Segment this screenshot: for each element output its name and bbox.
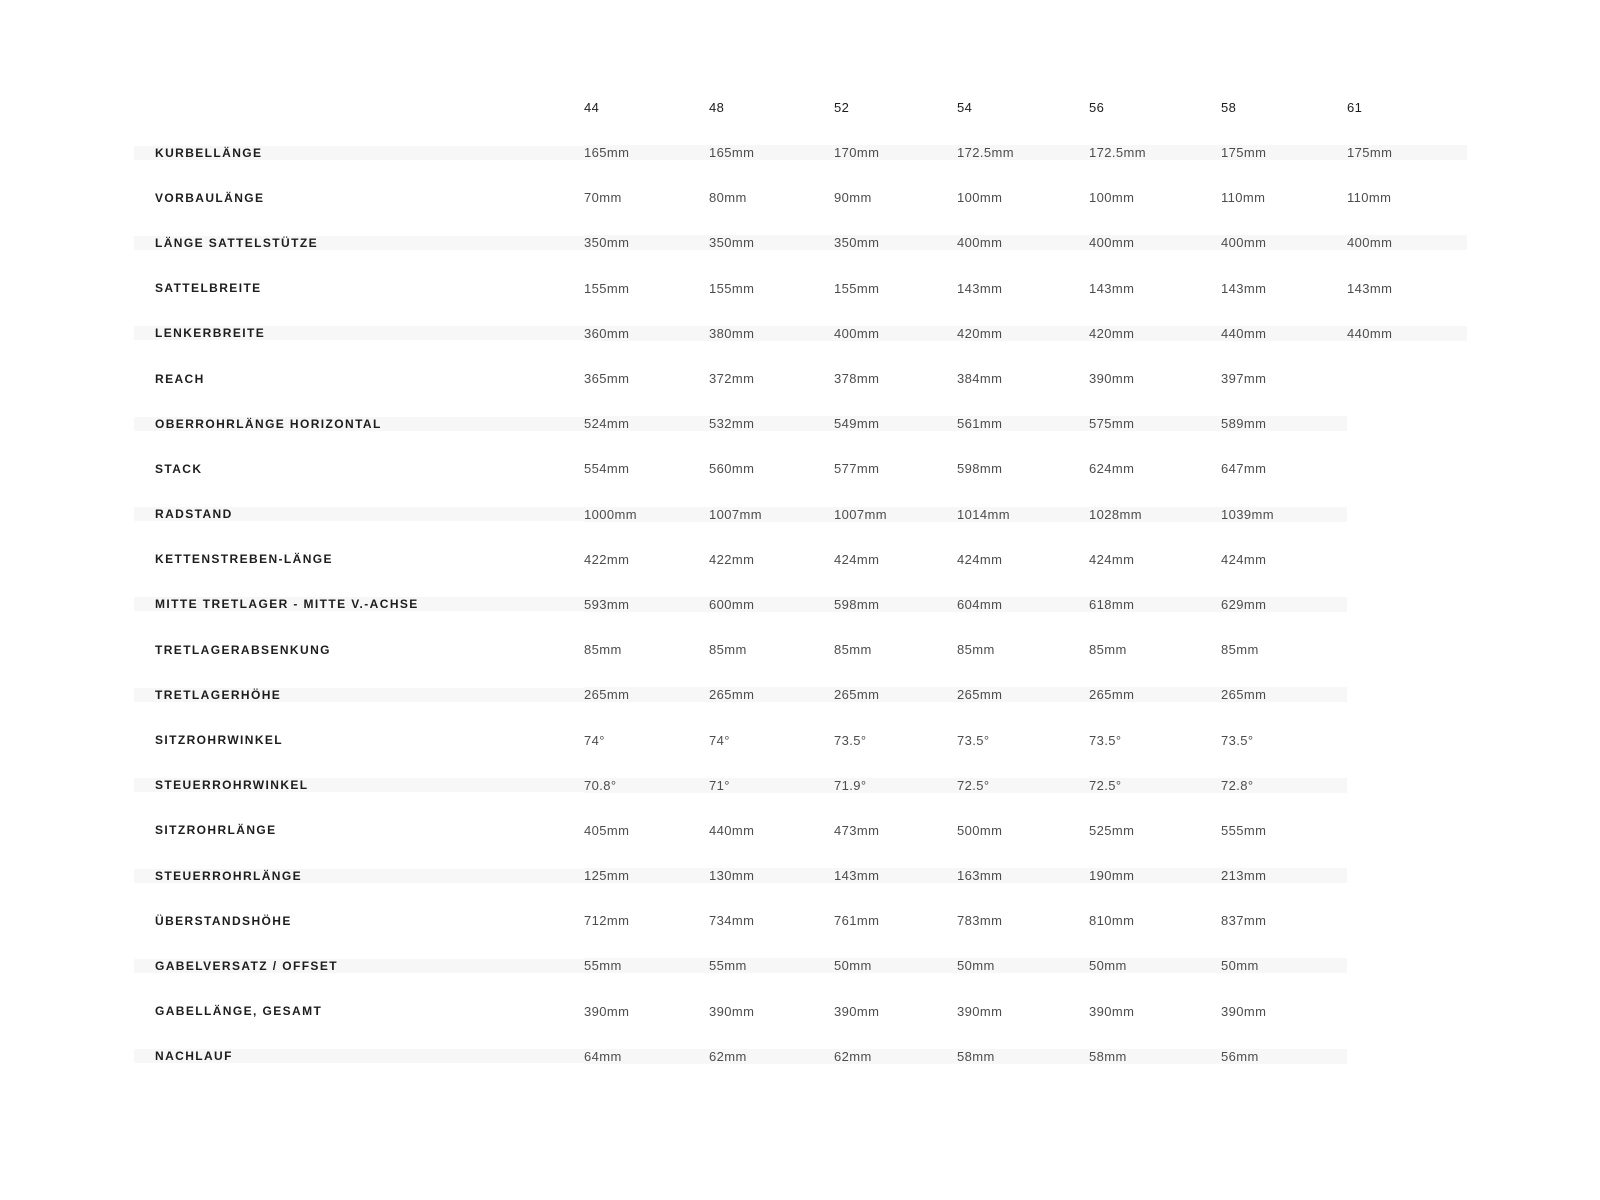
table-body	[134, 130, 1467, 1079]
value-cell-52: 50mm	[834, 958, 957, 973]
value-cell-52: 473mm	[834, 822, 880, 838]
value-cell-52: 73.5°	[834, 732, 867, 748]
table-row	[134, 311, 1467, 356]
value-cell-44: 55mm	[584, 958, 709, 973]
value-cell-54: 598mm	[957, 461, 1003, 477]
value-cell-44: 85mm	[584, 642, 622, 658]
value-cell-58: 73.5°	[1221, 732, 1254, 748]
row-label: RADSTAND	[134, 507, 584, 521]
value-cell-44: 422mm	[584, 551, 630, 567]
row-label: SATTELBREITE	[155, 281, 262, 296]
value-cell-58: 629mm	[1221, 597, 1347, 612]
value-cell-52: 155mm	[834, 280, 880, 296]
value-cell-48: 390mm	[709, 1003, 755, 1019]
value-cell-54: 561mm	[957, 416, 1089, 431]
row-label: STEUERROHRWINKEL	[134, 778, 584, 792]
column-header-size-58: 58	[1221, 100, 1237, 115]
value-cell-52: 577mm	[834, 461, 880, 477]
row-label: NACHLAUF	[134, 1049, 584, 1063]
value-cell-58: 397mm	[1221, 371, 1267, 387]
value-cell-48: 155mm	[709, 280, 755, 296]
row-label: KETTENSTREBEN-LÄNGE	[155, 552, 333, 567]
value-cell-48: 380mm	[709, 326, 834, 341]
table-row	[134, 582, 1467, 627]
value-cell-44: 64mm	[584, 1049, 709, 1064]
value-cell-52: 761mm	[834, 913, 880, 929]
value-cell-58: 390mm	[1221, 1003, 1267, 1019]
value-cell-54: 783mm	[957, 913, 1003, 929]
table-row	[134, 853, 1467, 898]
value-cell-54: 163mm	[957, 868, 1089, 883]
value-cell-58: 213mm	[1221, 868, 1347, 883]
value-cell-44: 165mm	[584, 145, 709, 160]
row-label: VORBAULÄNGE	[155, 190, 265, 205]
value-cell-54: 424mm	[957, 551, 1003, 567]
value-cell-56: 143mm	[1089, 280, 1135, 296]
row-label: TRETLAGERHÖHE	[134, 688, 584, 702]
value-cell-48: 734mm	[709, 913, 755, 929]
value-cell-54: 604mm	[957, 597, 1089, 612]
table-row	[134, 627, 1467, 672]
value-cell-61: 175mm	[1347, 145, 1467, 160]
value-cell-48: 130mm	[709, 868, 834, 883]
row-label: TRETLAGERABSENKUNG	[155, 642, 331, 657]
value-cell-52: 598mm	[834, 597, 957, 612]
value-cell-52: 143mm	[834, 868, 957, 883]
value-cell-56: 400mm	[1089, 235, 1221, 250]
column-header-size-44: 44	[584, 100, 600, 115]
value-cell-48: 532mm	[709, 416, 834, 431]
value-cell-48: 80mm	[709, 190, 747, 206]
value-cell-56: 624mm	[1089, 461, 1135, 477]
value-cell-44: 365mm	[584, 371, 630, 387]
value-cell-58: 589mm	[1221, 416, 1347, 431]
value-cell-54: 50mm	[957, 958, 1089, 973]
table-row	[134, 130, 1467, 175]
row-label: MITTE TRETLAGER - MITTE V.-ACHSE	[134, 597, 584, 611]
row-label: REACH	[155, 371, 205, 386]
value-cell-48: 55mm	[709, 958, 834, 973]
value-cell-58: 400mm	[1221, 235, 1347, 250]
value-cell-54: 172.5mm	[957, 145, 1089, 160]
row-label: GABELLÄNGE, GESAMT	[155, 1004, 323, 1019]
value-cell-56: 73.5°	[1089, 732, 1122, 748]
value-cell-52: 1007mm	[834, 507, 957, 522]
table-row	[134, 356, 1467, 401]
value-cell-58: 647mm	[1221, 461, 1267, 477]
column-header-size-54: 54	[957, 100, 973, 115]
table-row	[134, 175, 1467, 220]
value-cell-58: 56mm	[1221, 1049, 1347, 1064]
column-header-size-61: 61	[1347, 100, 1363, 115]
table-row	[134, 1034, 1467, 1079]
table-row	[134, 492, 1467, 537]
value-cell-52: 549mm	[834, 416, 957, 431]
value-cell-52: 170mm	[834, 145, 957, 160]
value-cell-58: 1039mm	[1221, 507, 1347, 522]
value-cell-58: 265mm	[1221, 687, 1347, 702]
table-row	[134, 266, 1467, 311]
value-cell-48: 71°	[709, 778, 834, 793]
column-header-size-56: 56	[1089, 100, 1105, 115]
table-row	[134, 808, 1467, 853]
value-cell-61: 440mm	[1347, 326, 1467, 341]
row-label: SITZROHRLÄNGE	[155, 823, 277, 838]
table-row	[134, 537, 1467, 582]
value-cell-56: 72.5°	[1089, 778, 1221, 793]
value-cell-48: 560mm	[709, 461, 755, 477]
value-cell-48: 422mm	[709, 551, 755, 567]
value-cell-44: 405mm	[584, 822, 630, 838]
value-cell-54: 72.5°	[957, 778, 1089, 793]
value-cell-56: 58mm	[1089, 1049, 1221, 1064]
value-cell-56: 265mm	[1089, 687, 1221, 702]
value-cell-58: 837mm	[1221, 913, 1267, 929]
value-cell-61: 110mm	[1347, 190, 1392, 206]
table-header-row	[134, 85, 1467, 130]
value-cell-44: 712mm	[584, 913, 630, 929]
value-cell-56: 390mm	[1089, 1003, 1135, 1019]
value-cell-54: 500mm	[957, 822, 1003, 838]
value-cell-44: 1000mm	[584, 507, 709, 522]
value-cell-44: 265mm	[584, 687, 709, 702]
table-row	[134, 672, 1467, 717]
row-label: KURBELLÄNGE	[134, 146, 584, 160]
table-row	[134, 943, 1467, 988]
value-cell-58: 110mm	[1221, 190, 1266, 206]
column-header-size-48: 48	[709, 100, 725, 115]
value-cell-44: 360mm	[584, 326, 709, 341]
table-row	[134, 446, 1467, 491]
table-row	[134, 989, 1467, 1034]
value-cell-61: 400mm	[1347, 235, 1467, 250]
row-label: LÄNGE SATTELSTÜTZE	[134, 236, 584, 250]
value-cell-48: 1007mm	[709, 507, 834, 522]
value-cell-48: 440mm	[709, 822, 755, 838]
value-cell-54: 85mm	[957, 642, 995, 658]
value-cell-48: 350mm	[709, 235, 834, 250]
value-cell-54: 400mm	[957, 235, 1089, 250]
value-cell-52: 350mm	[834, 235, 957, 250]
row-label: STACK	[155, 461, 203, 476]
value-cell-56: 618mm	[1089, 597, 1221, 612]
value-cell-54: 73.5°	[957, 732, 990, 748]
value-cell-56: 100mm	[1089, 190, 1135, 206]
value-cell-56: 1028mm	[1089, 507, 1221, 522]
geometry-table	[134, 85, 1467, 1079]
value-cell-54: 420mm	[957, 326, 1089, 341]
row-label: GABELVERSATZ / OFFSET	[134, 959, 584, 973]
value-cell-48: 62mm	[709, 1049, 834, 1064]
value-cell-48: 165mm	[709, 145, 834, 160]
value-cell-44: 70.8°	[584, 778, 709, 793]
row-label: SITZROHRWINKEL	[155, 733, 284, 748]
value-cell-52: 265mm	[834, 687, 957, 702]
value-cell-58: 175mm	[1221, 145, 1347, 160]
table-row	[134, 401, 1467, 446]
row-label: STEUERROHRLÄNGE	[134, 869, 584, 883]
value-cell-52: 390mm	[834, 1003, 880, 1019]
value-cell-52: 90mm	[834, 190, 872, 206]
value-cell-44: 125mm	[584, 868, 709, 883]
value-cell-48: 265mm	[709, 687, 834, 702]
value-cell-56: 50mm	[1089, 958, 1221, 973]
value-cell-44: 70mm	[584, 190, 622, 206]
value-cell-54: 58mm	[957, 1049, 1089, 1064]
value-cell-58: 72.8°	[1221, 778, 1347, 793]
value-cell-44: 74°	[584, 732, 605, 748]
value-cell-52: 424mm	[834, 551, 880, 567]
value-cell-54: 265mm	[957, 687, 1089, 702]
table-row	[134, 898, 1467, 943]
value-cell-56: 525mm	[1089, 822, 1135, 838]
value-cell-61: 143mm	[1347, 280, 1393, 296]
value-cell-44: 390mm	[584, 1003, 630, 1019]
value-cell-58: 143mm	[1221, 280, 1267, 296]
value-cell-52: 62mm	[834, 1049, 957, 1064]
value-cell-44: 524mm	[584, 416, 709, 431]
value-cell-48: 74°	[709, 732, 730, 748]
table-row	[134, 763, 1467, 808]
table-row	[134, 220, 1467, 265]
value-cell-56: 390mm	[1089, 371, 1135, 387]
value-cell-54: 384mm	[957, 371, 1003, 387]
value-cell-56: 190mm	[1089, 868, 1221, 883]
row-label: ÜBERSTANDSHÖHE	[155, 913, 292, 928]
table-row	[134, 717, 1467, 762]
value-cell-48: 372mm	[709, 371, 755, 387]
value-cell-44: 350mm	[584, 235, 709, 250]
row-label: LENKERBREITE	[134, 326, 584, 340]
value-cell-56: 172.5mm	[1089, 145, 1221, 160]
column-header-size-52: 52	[834, 100, 850, 115]
value-cell-52: 378mm	[834, 371, 880, 387]
value-cell-58: 555mm	[1221, 822, 1267, 838]
value-cell-44: 554mm	[584, 461, 630, 477]
value-cell-54: 143mm	[957, 280, 1003, 296]
value-cell-52: 85mm	[834, 642, 872, 658]
value-cell-54: 1014mm	[957, 507, 1089, 522]
value-cell-58: 424mm	[1221, 551, 1267, 567]
value-cell-44: 155mm	[584, 280, 630, 296]
value-cell-58: 85mm	[1221, 642, 1259, 658]
value-cell-58: 50mm	[1221, 958, 1347, 973]
value-cell-56: 420mm	[1089, 326, 1221, 341]
value-cell-52: 71.9°	[834, 778, 957, 793]
value-cell-56: 575mm	[1089, 416, 1221, 431]
row-label: OBERROHRLÄNGE HORIZONTAL	[134, 417, 584, 431]
value-cell-48: 600mm	[709, 597, 834, 612]
value-cell-56: 85mm	[1089, 642, 1127, 658]
value-cell-48: 85mm	[709, 642, 747, 658]
value-cell-54: 100mm	[957, 190, 1003, 206]
value-cell-52: 400mm	[834, 326, 957, 341]
value-cell-54: 390mm	[957, 1003, 1003, 1019]
value-cell-58: 440mm	[1221, 326, 1347, 341]
value-cell-56: 810mm	[1089, 913, 1135, 929]
value-cell-56: 424mm	[1089, 551, 1135, 567]
value-cell-44: 593mm	[584, 597, 709, 612]
